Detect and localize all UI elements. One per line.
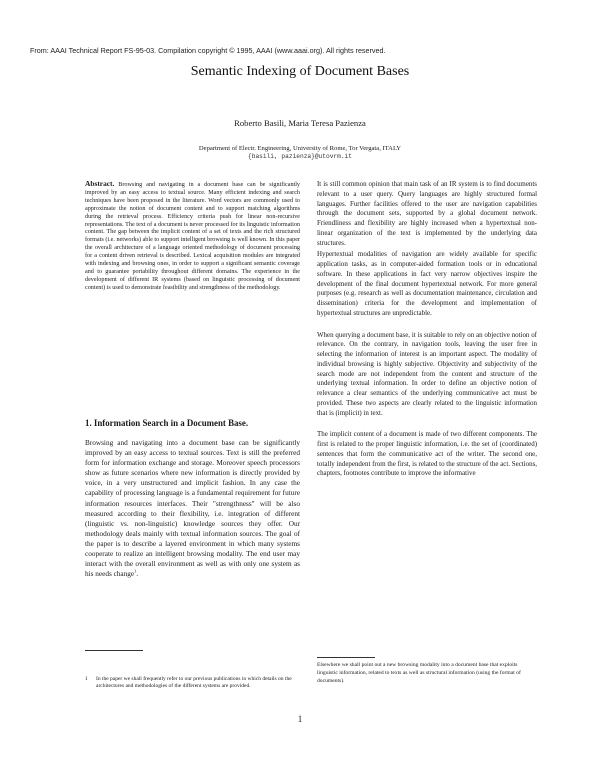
- abstract: [85, 180, 300, 293]
- section-heading: 1. Information Search in a Document Base.: [85, 418, 249, 428]
- footnote-number: 1: [85, 676, 88, 682]
- abstract-text: Browsing and navigating in a document base can be significantly improved by an easy access to textual source. Many efficient indexing and search techniques have been proposed in the literature. Word vectors are commonly used to approximate the notion of document content and to support matching algorithms during the retrieval process. Efficiency criteria push for linear non-recursive representations. The text of a document is never processed for its linguistic information content. The gap between the implicit content of a set of texts and the rich structured formats (i.e. networks) able to support intelligent browsing is well known. In this paper the overall architecture of a language oriented methodology of document processing for a content driven retrieval is described. Lexical acquisition modules are integrated with indexing and browsing ones, in order to support a significant semantic coverage and to guarantee portability throughout different domains. The experience in the development of different IR systems (based on linguistic processing of document content) is used to demonstrate feasibility and strengthness of the methodology.: [85, 182, 300, 291]
- footnote-marker: 1: [134, 568, 137, 574]
- abstract-label: Abstract.: [85, 179, 115, 188]
- author-email: {basili, pazienza}@utovrm.it: [248, 153, 352, 160]
- left-column: [85, 180, 300, 293]
- authors: Roberto Basili, Maria Teresa Pazienza: [234, 118, 366, 128]
- right-paragraph-4: The implicit content of a document is made of two different components. The first is related to the proper linguistic information, i.e. the set of (coordinated) sentences that form the communicative act of the writer. The second one, totally independent from the first, is related to the structure of the act. Sections, chapters, footnotes contribute to improve the informative: [317, 430, 538, 478]
- footnote-left: [85, 676, 305, 691]
- right-paragraph-1: It is still common opinion that main task of an IR system is to find documents relevant to a user query. Query languages are highly structured formal languages. Further facilities offered to the user are navigation capabilities through the document sets, supported by a global document network. Friendliness and flexibility are highly increased when a hypertextual non-linear organization of the text is implemented by the underlying data structures.: [317, 180, 537, 247]
- right-paragraph-3: When querying a document base, it is suitable to rely on an objective notion of relevance. On the contrary, in navigation tools, leaving the user free in selecting the information of interest is an important aspect. The modality of individual browsing is highly subjective. Objectivity and subjectivity of the search mode are not independent from the content and structure of the underlying textual information. In order to define an objective notion of relevance a clear semantics of the underlying communicative act must be provided. These two aspects are clearly related to the linguistic information that is (implicit) in text.: [317, 330, 537, 417]
- section-body: Browsing and navigating into a document base can be significantly improved by an easy access to textual sources. Text is still the preferred form for information exchange and storage. Moreover speech processors show as future scenarios where new information is directly provided by voice, in a very unstructured and implicit fashion. In any case the capability of processing language is a fundamental requirement for future information resources interfaces. Their "strengthness" will be also measured according to their flexibility, i.e. integration of different (linguistic vs. non-linguistic) knowledge sources they offer. Our methodology deals mainly with textual information sources. The goal of the paper is to describe a layered environment in which many systems cooperate to realize an intelligent browsing modality. The end user may interact with the overall environment as well as with only one system as his needs change$^1$.: [85, 439, 300, 579]
- right-paragraph-2: Hypertextual modalities of navigation are widely available for specific application tasks, as in computer-aided formation tools or in educational software. In these applications in fact very narrow objectives inspire the development of the final document hypertextual network. For more general purposes (e.g. research as well as documentation maintenance, circulation and dissemination) criteria for the development and implementation of hypertextual structures are unpredictable.: [317, 250, 537, 317]
- footnote-text: In the paper we shall frequently refer to our previous publications in which details on the architectures and methodologies of the different systems are provided.: [96, 676, 292, 690]
- page-number: 1: [297, 714, 303, 724]
- right-column: [317, 180, 537, 489]
- affiliation: Department of Electr. Engineering, University of Rome, Tor Vergata, ITALY: [198, 145, 402, 152]
- footnote-divider: [85, 650, 143, 651]
- footnote-right: Elsewhere we shall point out a new browsing modality into a document base that exploits linguistic information, related to texts as well as structural information (using the format of documents).: [317, 662, 521, 685]
- section-body-text: Browsing and navigating into a document base can be significantly improved by an easy access to textual sources. Text is still the preferred form for information exchange and storage. Moreover speech processors show as future scenarios where new information is directly provided by voice, in a very unstructured and implicit fashion. In any case the capability of processing language is a fundamental requirement for future information resources interfaces. Their "strengthness" will be also measured according to their flexibility, i.e. integration of different (linguistic vs. non-linguistic) knowledge sources they offer. Our methodology deals mainly with textual information sources. The goal of the paper is to describe a layered environment in which many systems cooperate to realize an intelligent browsing modality. The end user may interact with the overall environment as well as with only one system as his needs change: [85, 439, 300, 579]
- copyright-header: From: AAAI Technical Report FS-95-03. Compilation copyright © 1995, AAAI (www.aaai.org). All rights reserved.: [30, 46, 386, 55]
- paper-title: Semantic Indexing of Document Bases: [190, 64, 410, 79]
- footnote-divider-right: [317, 657, 375, 658]
